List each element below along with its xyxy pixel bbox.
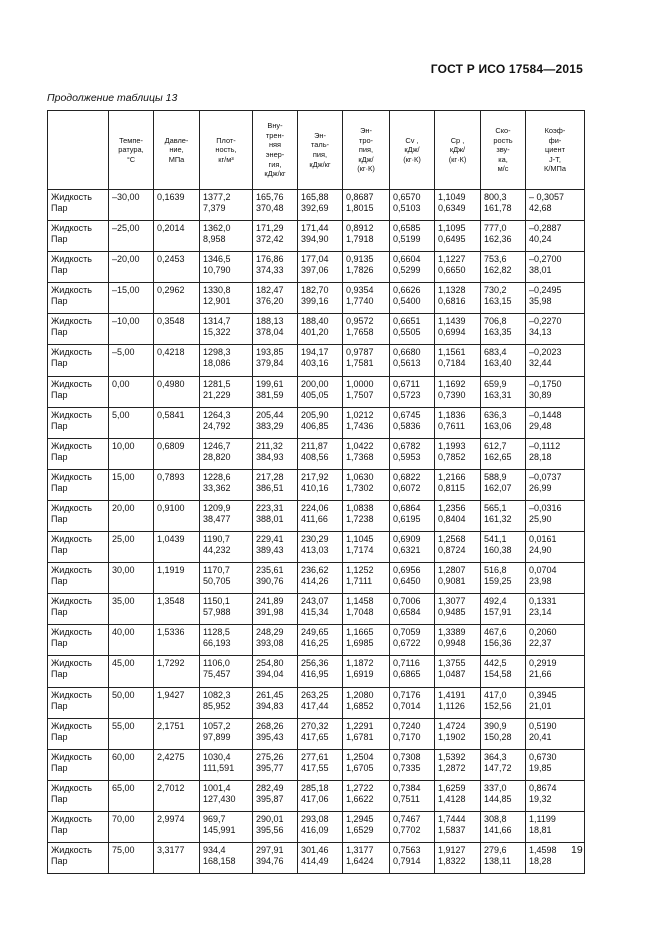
column-header: Cv , кДж/ (кг·К): [390, 111, 435, 190]
table-cell: 182,70 399,16: [298, 283, 343, 314]
table-cell: 1057,2 97,899: [200, 718, 253, 749]
table-row: [48, 376, 585, 407]
table-cell: 1,2080 1,6852: [343, 687, 390, 718]
column-header: Давле- ние, МПа: [154, 111, 200, 190]
phase-label-cell: Жидкость Пар: [48, 563, 109, 594]
table-cell: – 0,3057 42,68: [526, 190, 585, 221]
table-row: [48, 221, 585, 252]
table-cell: –0,2887 40,24: [526, 221, 585, 252]
table-cell: 297,91 394,76: [253, 842, 298, 873]
phase-label-cell: Жидкость Пар: [48, 594, 109, 625]
table-cell: 243,07 415,34: [298, 594, 343, 625]
table-cell: 659,9 163,31: [481, 376, 526, 407]
table-cell: 0,6585 0,5199: [390, 221, 435, 252]
table-cell: 60,00: [109, 749, 154, 780]
table-cell: 1,2807 0,9081: [435, 563, 481, 594]
table-cell: 248,29 393,08: [253, 625, 298, 656]
table-cell: 706,8 163,35: [481, 314, 526, 345]
table-cell: 0,9787 1,7581: [343, 345, 390, 376]
table-cell: –25,00: [109, 221, 154, 252]
table-cell: 0,6864 0,6195: [390, 500, 435, 531]
table-cell: 1377,2 7,379: [200, 190, 253, 221]
phase-label-cell: Жидкость Пар: [48, 376, 109, 407]
table-cell: 0,2014: [154, 221, 200, 252]
phase-label-cell: Жидкость Пар: [48, 687, 109, 718]
table-cell: 1,2568 0,8724: [435, 532, 481, 563]
table-row: [48, 252, 585, 283]
table-cell: 75,00: [109, 842, 154, 873]
table-cell: 0,1331 23,14: [526, 594, 585, 625]
table-cell: 1030,4 111,591: [200, 749, 253, 780]
table-cell: 1,1561 0,7184: [435, 345, 481, 376]
page-number: 19: [571, 844, 583, 856]
table-cell: 0,2453: [154, 252, 200, 283]
table-cell: 0,2060 22,37: [526, 625, 585, 656]
table-row: [48, 656, 585, 687]
table-cell: 0,8912 1,7918: [343, 221, 390, 252]
table-cell: 0,6680 0,5613: [390, 345, 435, 376]
table-cell: 1,7444 1,5837: [435, 811, 481, 842]
table-cell: 165,88 392,69: [298, 190, 343, 221]
table-cell: 337,0 144,85: [481, 780, 526, 811]
table-cell: 0,3548: [154, 314, 200, 345]
table-cell: 0,6745 0,5836: [390, 407, 435, 438]
table-cell: –15,00: [109, 283, 154, 314]
table-cell: 282,49 395,87: [253, 780, 298, 811]
table-cell: 1,9427: [154, 687, 200, 718]
table-cell: 1,3755 1,0487: [435, 656, 481, 687]
table-cell: 205,90 406,85: [298, 407, 343, 438]
document-code: ГОСТ Р ИСО 17584—2015: [430, 62, 583, 76]
phase-label-cell: Жидкость Пар: [48, 438, 109, 469]
table-cell: 0,5841: [154, 407, 200, 438]
table-cell: 777,0 162,36: [481, 221, 526, 252]
table-cell: 229,41 389,43: [253, 532, 298, 563]
table-cell: –0,2023 32,44: [526, 345, 585, 376]
table-cell: 1298,3 18,086: [200, 345, 253, 376]
table-cell: 730,2 163,15: [481, 283, 526, 314]
table-cell: 541,1 160,38: [481, 532, 526, 563]
table-cell: 1228,6 33,362: [200, 469, 253, 500]
table-cell: 270,32 417,65: [298, 718, 343, 749]
table-cell: 442,5 154,58: [481, 656, 526, 687]
table-cell: –0,0737 26,99: [526, 469, 585, 500]
table-cell: 194,17 403,16: [298, 345, 343, 376]
table-cell: 211,87 408,56: [298, 438, 343, 469]
table-cell: 165,76 370,48: [253, 190, 298, 221]
table-row: [48, 563, 585, 594]
table-cell: 70,00: [109, 811, 154, 842]
table-cell: 275,26 395,77: [253, 749, 298, 780]
table-cell: 636,3 163,06: [481, 407, 526, 438]
table-cell: 0,00: [109, 376, 154, 407]
table-cell: 0,7176 0,7014: [390, 687, 435, 718]
table-cell: 0,6956 0,6450: [390, 563, 435, 594]
table-header-row: [48, 111, 585, 190]
table-cell: 177,04 397,06: [298, 252, 343, 283]
table-cell: 1281,5 21,229: [200, 376, 253, 407]
table-cell: 1,9127 1,8322: [435, 842, 481, 873]
table-continuation-caption: Продолжение таблицы 13: [47, 92, 178, 104]
table-cell: 0,2962: [154, 283, 200, 314]
table-cell: 0,9135 1,7826: [343, 252, 390, 283]
table-cell: 1,1993 0,7852: [435, 438, 481, 469]
table-cell: 1,5336: [154, 625, 200, 656]
column-header: Вну- трен- няя энер- гия, кДж/кг: [253, 111, 298, 190]
table-cell: 934,4 168,158: [200, 842, 253, 873]
table-cell: 1246,7 28,820: [200, 438, 253, 469]
table-cell: 1,2356 0,8404: [435, 500, 481, 531]
table-cell: 0,3945 21,01: [526, 687, 585, 718]
table-cell: 417,0 152,56: [481, 687, 526, 718]
phase-label-cell: Жидкость Пар: [48, 252, 109, 283]
column-header: Эн- таль- пия, кДж/кг: [298, 111, 343, 190]
table-row: [48, 469, 585, 500]
phase-label-cell: Жидкость Пар: [48, 532, 109, 563]
table-cell: 492,4 157,91: [481, 594, 526, 625]
table-cell: 390,9 150,28: [481, 718, 526, 749]
table-cell: 0,9354 1,7740: [343, 283, 390, 314]
table-cell: 40,00: [109, 625, 154, 656]
table-cell: 1001,4 127,430: [200, 780, 253, 811]
table-cell: 1,3077 0,9485: [435, 594, 481, 625]
table-cell: 1,1328 0,6816: [435, 283, 481, 314]
table-cell: 1,3389 0,9948: [435, 625, 481, 656]
table-cell: 1,2722 1,6622: [343, 780, 390, 811]
table-row: [48, 407, 585, 438]
table-cell: 1,1872 1,6919: [343, 656, 390, 687]
table-cell: 1,0838 1,7238: [343, 500, 390, 531]
table-cell: 0,7240 0,7170: [390, 718, 435, 749]
column-header: Cp , кДж/ (кг·К): [435, 111, 481, 190]
column-header: Ско- рость зву- ка, м/с: [481, 111, 526, 190]
table-row: [48, 625, 585, 656]
table-cell: 211,32 384,93: [253, 438, 298, 469]
table-cell: –10,00: [109, 314, 154, 345]
table-row: [48, 687, 585, 718]
table-row: [48, 190, 585, 221]
table-cell: 256,36 416,95: [298, 656, 343, 687]
table-row: [48, 749, 585, 780]
table-cell: 1330,8 12,901: [200, 283, 253, 314]
table-cell: 0,0161 24,90: [526, 532, 585, 563]
table-row: [48, 283, 585, 314]
phase-label-cell: Жидкость Пар: [48, 221, 109, 252]
table-cell: 516,8 159,25: [481, 563, 526, 594]
table-cell: 55,00: [109, 718, 154, 749]
table-cell: 1,4724 1,1902: [435, 718, 481, 749]
table-cell: 205,44 383,29: [253, 407, 298, 438]
table-cell: 0,0704 23,98: [526, 563, 585, 594]
table-cell: 0,5190 20,41: [526, 718, 585, 749]
table-cell: 65,00: [109, 780, 154, 811]
table-cell: 241,89 391,98: [253, 594, 298, 625]
table-row: [48, 500, 585, 531]
table-cell: 1170,7 50,705: [200, 563, 253, 594]
table-cell: 1,2166 0,8115: [435, 469, 481, 500]
table-cell: 1,3177 1,6424: [343, 842, 390, 873]
table-cell: 285,18 417,06: [298, 780, 343, 811]
phase-label-cell: Жидкость Пар: [48, 625, 109, 656]
table-row: [48, 438, 585, 469]
table-cell: 171,29 372,42: [253, 221, 298, 252]
table-cell: 1,1049 0,6349: [435, 190, 481, 221]
table-cell: 0,9572 1,7658: [343, 314, 390, 345]
table-cell: –0,1750 30,89: [526, 376, 585, 407]
table-cell: 0,8674 19,32: [526, 780, 585, 811]
table-cell: 364,3 147,72: [481, 749, 526, 780]
table-cell: 683,4 163,40: [481, 345, 526, 376]
table-cell: 0,6909 0,6321: [390, 532, 435, 563]
table-cell: 1150,1 57,988: [200, 594, 253, 625]
table-cell: 279,6 138,11: [481, 842, 526, 873]
table-cell: 0,4980: [154, 376, 200, 407]
table-cell: 277,61 417,55: [298, 749, 343, 780]
table-cell: 25,00: [109, 532, 154, 563]
table-row: [48, 345, 585, 376]
phase-label-cell: Жидкость Пар: [48, 407, 109, 438]
table-cell: 171,44 394,90: [298, 221, 343, 252]
table-cell: 188,40 401,20: [298, 314, 343, 345]
table-cell: 1,3548: [154, 594, 200, 625]
table-cell: 1,1439 0,6994: [435, 314, 481, 345]
table-cell: 1,4598 18,28: [526, 842, 585, 873]
table-cell: 301,46 414,49: [298, 842, 343, 873]
table-cell: 0,6626 0,5400: [390, 283, 435, 314]
column-header: Эн- тро- пия, кДж/ (кг·К): [343, 111, 390, 190]
phase-label-cell: Жидкость Пар: [48, 314, 109, 345]
table-cell: 254,80 394,04: [253, 656, 298, 687]
table-cell: 1,4191 1,1126: [435, 687, 481, 718]
column-header: Плот- ность, кг/м³: [200, 111, 253, 190]
phase-label-cell: Жидкость Пар: [48, 749, 109, 780]
table-cell: 1128,5 66,193: [200, 625, 253, 656]
table-row: [48, 811, 585, 842]
table-cell: 230,29 413,03: [298, 532, 343, 563]
table-cell: 199,61 381,59: [253, 376, 298, 407]
table-cell: 261,45 394,83: [253, 687, 298, 718]
table-cell: 10,00: [109, 438, 154, 469]
phase-label-cell: Жидкость Пар: [48, 718, 109, 749]
column-header: Темпе- ратура, °C: [109, 111, 154, 190]
table-cell: 268,26 395,43: [253, 718, 298, 749]
table-cell: 2,4275: [154, 749, 200, 780]
table-cell: 1,1692 0,7390: [435, 376, 481, 407]
table-cell: –5,00: [109, 345, 154, 376]
table-cell: 217,92 410,16: [298, 469, 343, 500]
table-cell: –30,00: [109, 190, 154, 221]
table-cell: 0,7006 0,6584: [390, 594, 435, 625]
table-cell: 969,7 145,991: [200, 811, 253, 842]
table-cell: 1,0422 1,7368: [343, 438, 390, 469]
table-cell: 1,0439: [154, 532, 200, 563]
thermo-properties-table: [47, 110, 585, 874]
table-cell: 1,0630 1,7302: [343, 469, 390, 500]
table-cell: –0,2495 35,98: [526, 283, 585, 314]
table-cell: 1190,7 44,232: [200, 532, 253, 563]
table-cell: 45,00: [109, 656, 154, 687]
table-cell: 753,6 162,82: [481, 252, 526, 283]
table-cell: 612,7 162,65: [481, 438, 526, 469]
phase-label-cell: Жидкость Пар: [48, 283, 109, 314]
table-cell: –0,0316 25,90: [526, 500, 585, 531]
column-header: [48, 111, 109, 190]
phase-label-cell: Жидкость Пар: [48, 345, 109, 376]
table-cell: 0,6809: [154, 438, 200, 469]
table-cell: 0,9100: [154, 500, 200, 531]
table-cell: 1,0212 1,7436: [343, 407, 390, 438]
table-cell: 1346,5 10,790: [200, 252, 253, 283]
phase-label-cell: Жидкость Пар: [48, 811, 109, 842]
table-cell: 235,61 390,76: [253, 563, 298, 594]
table-cell: 308,8 141,66: [481, 811, 526, 842]
table-cell: 1,1836 0,7611: [435, 407, 481, 438]
table-cell: 1,1045 1,7174: [343, 532, 390, 563]
table-cell: 1,5392 1,2872: [435, 749, 481, 780]
table-cell: 0,7116 0,6865: [390, 656, 435, 687]
table-cell: 1264,3 24,792: [200, 407, 253, 438]
table-cell: 5,00: [109, 407, 154, 438]
table-cell: 0,6711 0,5723: [390, 376, 435, 407]
table-cell: –20,00: [109, 252, 154, 283]
table-cell: –0,2700 38,01: [526, 252, 585, 283]
table-cell: 0,6651 0,5505: [390, 314, 435, 345]
table-cell: 263,25 417,44: [298, 687, 343, 718]
table-row: [48, 532, 585, 563]
phase-label-cell: Жидкость Пар: [48, 780, 109, 811]
table-cell: 1,2291 1,6781: [343, 718, 390, 749]
table-cell: 20,00: [109, 500, 154, 531]
table-cell: 15,00: [109, 469, 154, 500]
table-cell: 0,1639: [154, 190, 200, 221]
table-cell: 1209,9 38,477: [200, 500, 253, 531]
table-cell: 0,7384 0,7511: [390, 780, 435, 811]
table-cell: 2,1751: [154, 718, 200, 749]
table-cell: 1,1252 1,7111: [343, 563, 390, 594]
table-cell: 1,1665 1,6985: [343, 625, 390, 656]
table-cell: 0,4218: [154, 345, 200, 376]
table-row: [48, 780, 585, 811]
table-cell: 217,28 386,51: [253, 469, 298, 500]
table-cell: 1,0000 1,7507: [343, 376, 390, 407]
table-cell: 1,1095 0,6495: [435, 221, 481, 252]
column-header: Коэф- фи- циент J-T, К/МПа: [526, 111, 585, 190]
table-cell: 0,6822 0,6072: [390, 469, 435, 500]
table-cell: 35,00: [109, 594, 154, 625]
table-cell: 0,6782 0,5953: [390, 438, 435, 469]
table-row: [48, 314, 585, 345]
table-cell: 2,7012: [154, 780, 200, 811]
table-cell: 290,01 395,56: [253, 811, 298, 842]
table-cell: 249,65 416,25: [298, 625, 343, 656]
table-cell: 2,9974: [154, 811, 200, 842]
table-cell: 1,1458 1,7048: [343, 594, 390, 625]
table-cell: 3,3177: [154, 842, 200, 873]
table-cell: 1082,3 85,952: [200, 687, 253, 718]
table-cell: 565,1 161,32: [481, 500, 526, 531]
table-cell: 1362,0 8,958: [200, 221, 253, 252]
table-cell: 1,2504 1,6705: [343, 749, 390, 780]
table-cell: 1106,0 75,457: [200, 656, 253, 687]
table-cell: 1,1227 0,6650: [435, 252, 481, 283]
table-cell: 200,00 405,05: [298, 376, 343, 407]
table-cell: 0,7308 0,7335: [390, 749, 435, 780]
table-cell: –0,2270 34,13: [526, 314, 585, 345]
table-cell: 0,7893: [154, 469, 200, 500]
table-cell: 1314,7 15,322: [200, 314, 253, 345]
table-cell: –0,1112 28,18: [526, 438, 585, 469]
table-cell: 182,47 376,20: [253, 283, 298, 314]
table-cell: 1,1919: [154, 563, 200, 594]
phase-label-cell: Жидкость Пар: [48, 656, 109, 687]
table-cell: 176,86 374,33: [253, 252, 298, 283]
table-cell: 224,06 411,66: [298, 500, 343, 531]
table-body: [48, 190, 585, 874]
phase-label-cell: Жидкость Пар: [48, 500, 109, 531]
table-cell: 588,9 162,07: [481, 469, 526, 500]
table-cell: 0,2919 21,66: [526, 656, 585, 687]
table-cell: 1,2945 1,6529: [343, 811, 390, 842]
table-row: [48, 718, 585, 749]
table-cell: 50,00: [109, 687, 154, 718]
table-cell: 0,7563 0,7914: [390, 842, 435, 873]
table-cell: 0,7467 0,7702: [390, 811, 435, 842]
table-cell: 0,8687 1,8015: [343, 190, 390, 221]
table-cell: –0,1448 29,48: [526, 407, 585, 438]
table-cell: 0,6604 0,5299: [390, 252, 435, 283]
table-cell: 1,7292: [154, 656, 200, 687]
table-cell: 236,62 414,26: [298, 563, 343, 594]
table-cell: 223,31 388,01: [253, 500, 298, 531]
table-cell: 1,6259 1,4128: [435, 780, 481, 811]
table-cell: 467,6 156,36: [481, 625, 526, 656]
phase-label-cell: Жидкость Пар: [48, 190, 109, 221]
table-cell: 0,6570 0,5103: [390, 190, 435, 221]
table-cell: 188,13 378,04: [253, 314, 298, 345]
table-cell: 800,3 161,78: [481, 190, 526, 221]
table-cell: 1,1199 18,81: [526, 811, 585, 842]
table-cell: 0,7059 0,6722: [390, 625, 435, 656]
table-cell: 193,85 379,84: [253, 345, 298, 376]
phase-label-cell: Жидкость Пар: [48, 469, 109, 500]
table-cell: 30,00: [109, 563, 154, 594]
table-cell: 293,08 416,09: [298, 811, 343, 842]
table-row: [48, 594, 585, 625]
phase-label-cell: Жидкость Пар: [48, 842, 109, 873]
table-row: [48, 842, 585, 873]
table-cell: 0,6730 19,85: [526, 749, 585, 780]
